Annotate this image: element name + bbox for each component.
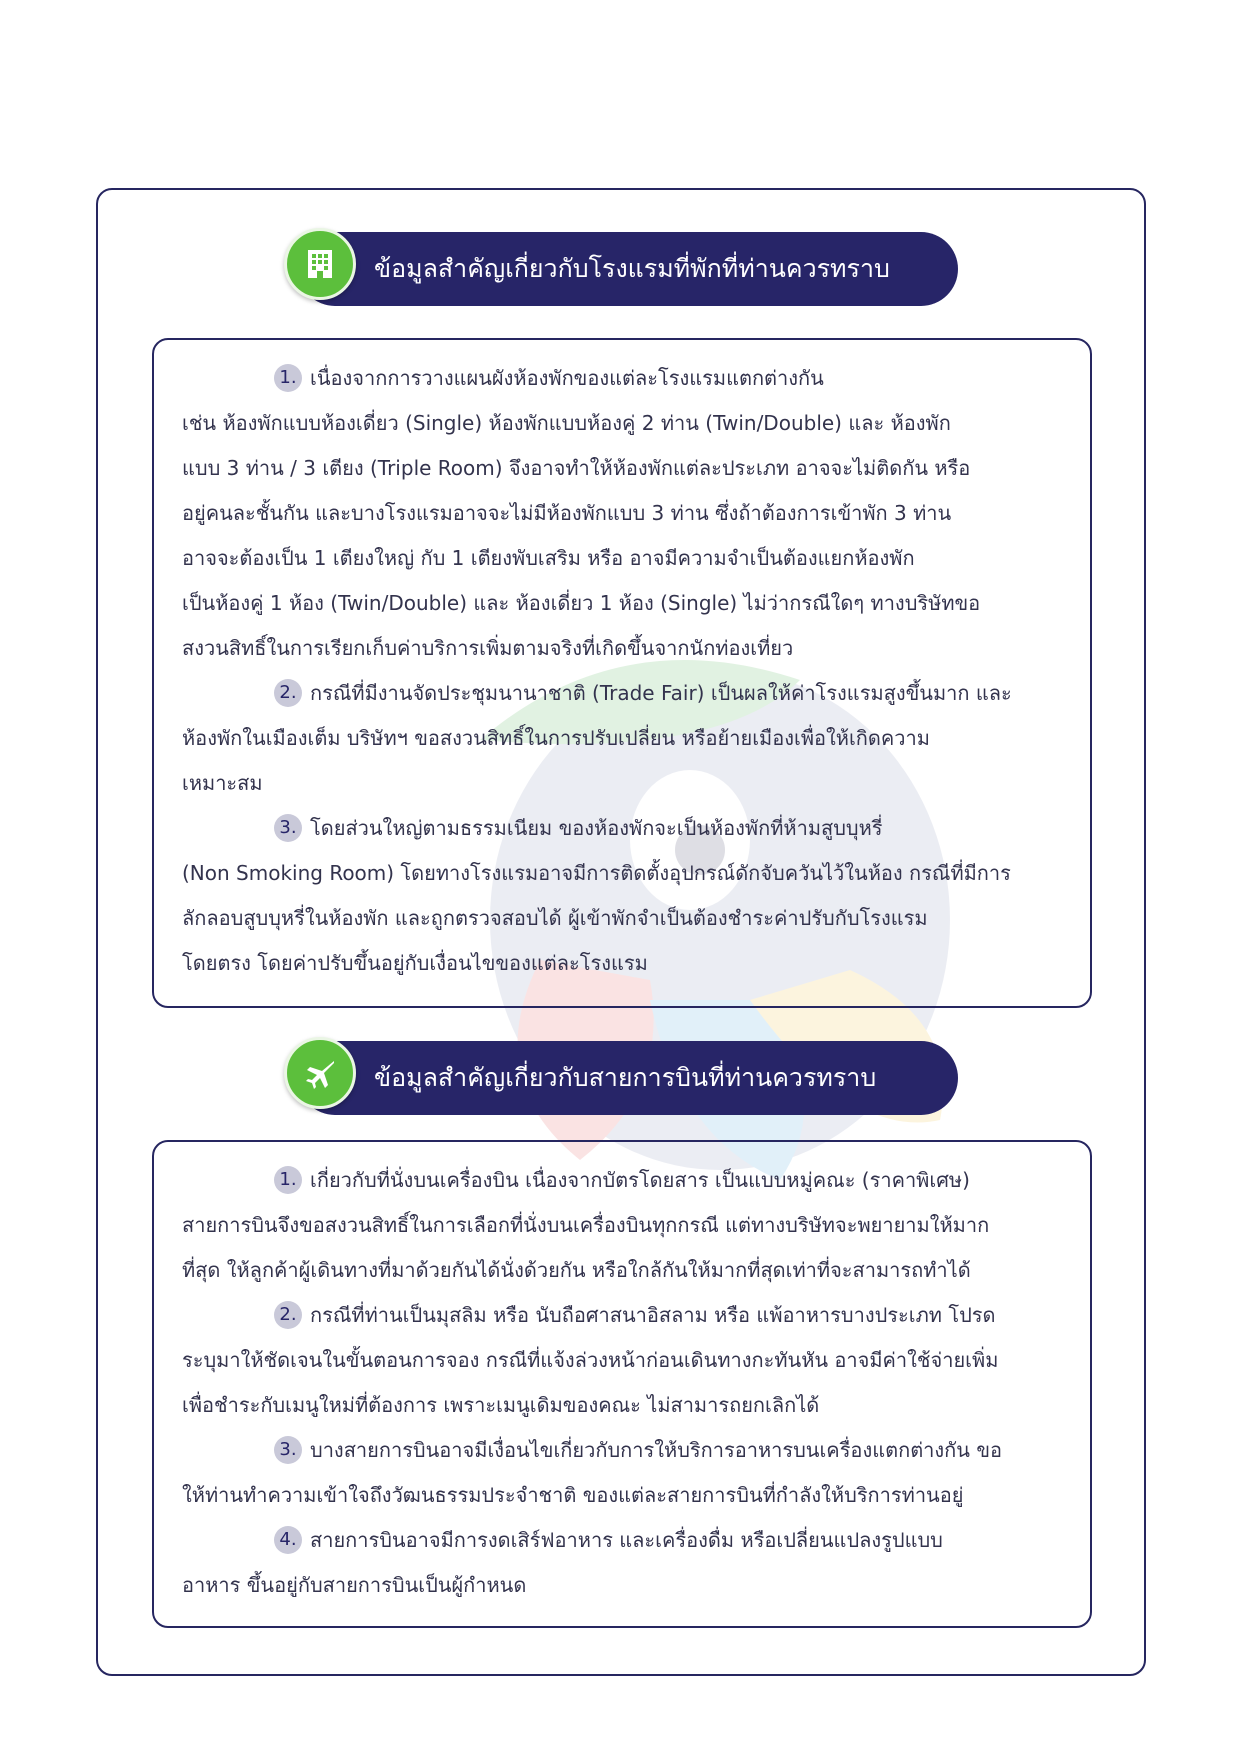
paragraph-line <box>182 1293 1068 1338</box>
item-text: โดยตรง โดยค่าปรับขึ้นอยู่กับเงื่อนไขของแต่ละโรงแรม <box>182 951 648 975</box>
item-text: แบบ 3 ท่าน / 3 เตียง (Triple Room) จึงอาจทำให้ห้องพักแต่ละประเภท อาจจะไม่ติดกัน หรือ <box>182 456 971 480</box>
item-text: อาหาร ขึ้นอยู่กับสายการบินเป็นผู้กำหนด <box>182 1573 527 1597</box>
hotel-section-title: ข้อมูลสำคัญเกี่ยวกับโรงแรมที่พักที่ท่านควรทราบ <box>374 254 890 283</box>
hotel-info-box <box>152 338 1092 1008</box>
item-number-badge: 4. <box>274 1526 302 1554</box>
item-text: ห้องพักในเมืองเต็ม บริษัทฯ ขอสงวนสิทธิ์ในการปรับเปลี่ยน หรือย้ายเมืองเพื่อให้เกิดความ <box>182 726 930 750</box>
paragraph-line <box>182 536 1068 581</box>
paragraph-line <box>182 716 1068 761</box>
item-text: ให้ท่านทำความเข้าใจถึงวัฒนธรรมประจำชาติ ของแต่ละสายการบินที่กำลังให้บริการท่านอยู่ <box>182 1483 964 1507</box>
paragraph-line <box>182 896 1068 941</box>
item-text: เนื่องจากการวางแผนผังห้องพักของแต่ละโรงแรมแตกต่างกัน <box>310 366 824 390</box>
item-number-badge: 1. <box>274 1166 302 1194</box>
item-text: ที่สุด ให้ลูกค้าผู้เดินทางที่มาด้วยกันได้นั่งด้วยกัน หรือใกล้กันให้มากที่สุดเท่าที่จะสามารถทำได้ <box>182 1258 971 1282</box>
item-number-badge: 1. <box>274 364 302 392</box>
paragraph-line <box>182 761 1068 806</box>
paragraph-line <box>182 581 1068 626</box>
paragraph-line <box>182 1518 1068 1563</box>
item-text: เพื่อชำระกับเมนูใหม่ที่ต้องการ เพราะเมนูเดิมของคณะ ไม่สามารถยกเลิกได้ <box>182 1393 820 1417</box>
item-text: สงวนสิทธิ์ในการเรียกเก็บค่าบริการเพิ่มตามจริงที่เกิดขึ้นจากนักท่องเที่ยว <box>182 636 794 660</box>
item-text: กรณีที่มีงานจัดประชุมนานาชาติ (Trade Fair) เป็นผลให้ค่าโรงแรมสูงขึ้นมาก และ <box>310 681 1012 705</box>
paragraph-line <box>182 671 1068 716</box>
item-text: กรณีที่ท่านเป็นมุสลิม หรือ นับถือศาสนาอิสลาม หรือ แพ้อาหารบางประเภท โปรด <box>310 1303 996 1327</box>
item-text: เช่น ห้องพักแบบห้องเดี่ยว (Single) ห้องพักแบบห้องคู่ 2 ท่าน (Twin/Double) และ ห้องพัก <box>182 411 951 435</box>
paragraph-line <box>182 491 1068 536</box>
paragraph-line <box>182 356 1068 401</box>
item-text: (Non Smoking Room) โดยทางโรงแรมอาจมีการติดตั้งอุปกรณ์ดักจับควันไว้ในห้อง กรณีที่มีการ <box>182 861 1011 885</box>
item-text: อยู่คนละชั้นกัน และบางโรงแรมอาจจะไม่มีห้องพักแบบ 3 ท่าน ซึ่งถ้าต้องการเข้าพัก 3 ท่าน <box>182 501 952 525</box>
airline-info-box <box>152 1140 1092 1628</box>
item-text: บางสายการบินอาจมีเงื่อนไขเกี่ยวกับการให้บริการอาหารบนเครื่องแตกต่างกัน ขอ <box>310 1438 1003 1462</box>
paragraph-line <box>182 1428 1068 1473</box>
item-text: ระบุมาให้ชัดเจนในขั้นตอนการจอง กรณีที่แจ้งล่วงหน้าก่อนเดินทางกะทันหัน อาจมีค่าใช้จ่ายเพิ่ม <box>182 1348 999 1372</box>
paragraph-line <box>182 851 1068 896</box>
paragraph-line <box>182 626 1068 671</box>
paragraph-line <box>182 1158 1068 1203</box>
item-text: โดยส่วนใหญ่ตามธรรมเนียม ของห้องพักจะเป็นห้องพักที่ห้ามสูบบุหรี่ <box>310 816 883 840</box>
paragraph-line <box>182 806 1068 851</box>
item-text: สายการบินอาจมีการงดเสิร์ฟอาหาร และเครื่องดื่ม หรือเปลี่ยนแปลงรูปแบบ <box>310 1528 943 1552</box>
item-text: ลักลอบสูบบุหรี่ในห้องพัก และถูกตรวจสอบได้ ผู้เข้าพักจำเป็นต้องชำระค่าปรับกับโรงแรม <box>182 906 928 930</box>
item-text: เหมาะสม <box>182 771 263 795</box>
paragraph-line <box>182 1563 1068 1608</box>
hotel-section-header <box>298 232 958 306</box>
paragraph-line <box>182 941 1068 986</box>
item-text: อาจจะต้องเป็น 1 เตียงใหญ่ กับ 1 เตียงพับเสริม หรือ อาจมีความจำเป็นต้องแยกห้องพัก <box>182 546 915 570</box>
item-text: เป็นห้องคู่ 1 ห้อง (Twin/Double) และ ห้องเดี่ยว 1 ห้อง (Single) ไม่ว่ากรณีใดๆ ทางบริษัทขอ <box>182 591 981 615</box>
item-number-badge: 3. <box>274 814 302 842</box>
paragraph-line <box>182 1473 1068 1518</box>
item-text: สายการบินจึงขอสงวนสิทธิ์ในการเลือกที่นั่งบนเครื่องบินทุกกรณี แต่ทางบริษัทจะพยายามให้มาก <box>182 1213 990 1237</box>
airplane-icon <box>284 1037 356 1109</box>
paragraph-line <box>182 446 1068 491</box>
paragraph-line <box>182 1203 1068 1248</box>
hotel-building-icon <box>284 228 356 300</box>
item-number-badge: 2. <box>274 679 302 707</box>
airline-section-title: ข้อมูลสำคัญเกี่ยวกับสายการบินที่ท่านควรทราบ <box>374 1063 877 1092</box>
item-text: เกี่ยวกับที่นั่งบนเครื่องบิน เนื่องจากบัตรโดยสาร เป็นแบบหมู่คณะ (ราคาพิเศษ) <box>310 1168 970 1192</box>
item-number-badge: 2. <box>274 1301 302 1329</box>
paragraph-line <box>182 1338 1068 1383</box>
paragraph-line <box>182 1383 1068 1428</box>
item-number-badge: 3. <box>274 1436 302 1464</box>
paragraph-line <box>182 1248 1068 1293</box>
airline-section-header <box>298 1041 958 1115</box>
paragraph-line <box>182 401 1068 446</box>
